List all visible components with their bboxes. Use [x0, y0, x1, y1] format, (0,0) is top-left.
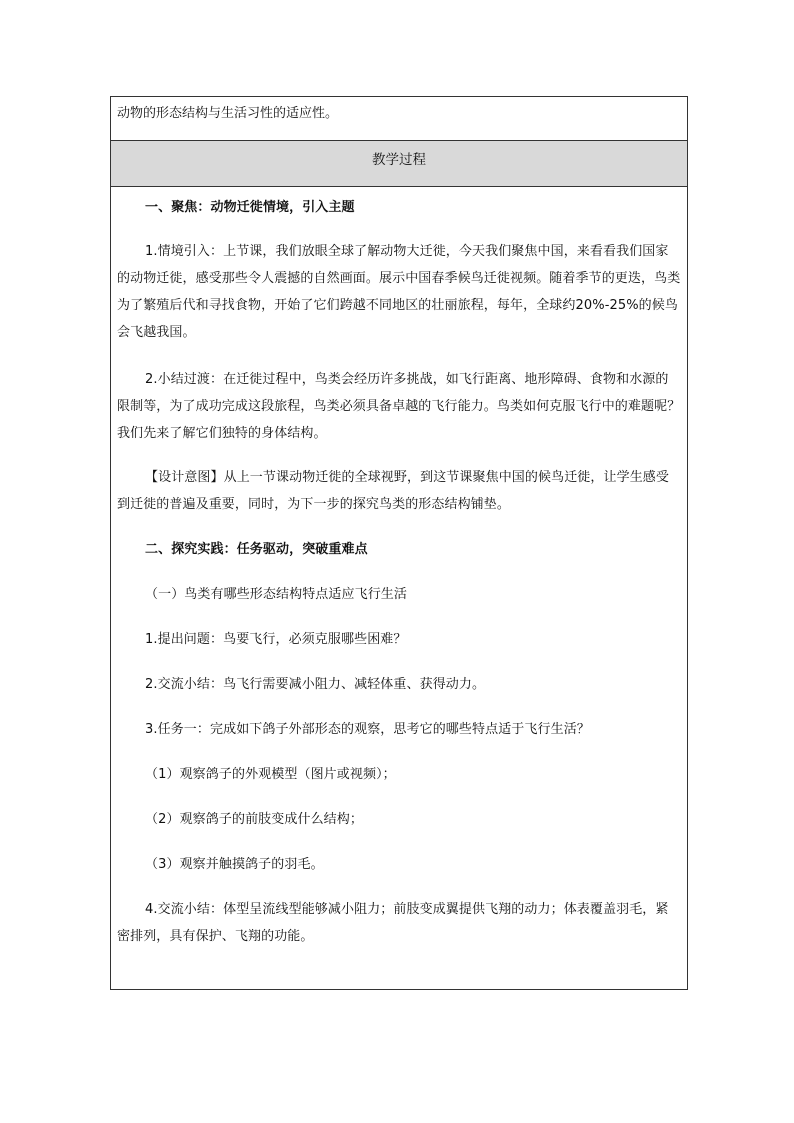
objective-text: 动物的形态结构与生活习性的适应性。: [117, 106, 339, 121]
paragraph-question: 1.提出问题：鸟要飞行，必须克服哪些困难？: [145, 632, 407, 647]
paragraph-situation-intro: 1.情境引入：上节课，我们放眼全球了解动物大迁徙，今天我们聚焦中国，来看看我们国家的动物迁徙，感受那些令人震撼的自然画面。展示中国春季候鸟迁徙视频。随着季节的更迭，鸟类为了繁殖后代和寻找食物，开始了它们跨越不同地区的壮丽旅程，每年，全球约20%-25%的候鸟会飞越我国。: [117, 244, 681, 340]
paragraph-task-one: 3.任务一：完成如下鸽子外部形态的观察，思考它的哪些特点适于飞行生活？: [145, 722, 590, 737]
paragraph-transition: 2.小结过渡：在迁徙过程中，鸟类会经历许多挑战，如飞行距离、地形障碍、食物和水源的限制等，为了成功完成这段旅程，鸟类必须具备卓越的飞行能力。鸟类如何克服飞行中的难题呢？我们先来了解它们独特的身体结构。: [117, 372, 681, 441]
subsection1-title: （一）鸟类有哪些形态结构特点适应飞行生活: [145, 587, 408, 602]
observation-item-1: （1）观察鸽子的外观模型（图片或视频）；: [145, 767, 396, 782]
teaching-process-cell: [111, 194, 687, 989]
paragraph-design-intent: 【设计意图】从上一节课动物迁徙的全球视野，到这节课聚焦中国的候鸟迁徙，让学生感受到迁徙的普遍及重要，同时，为下一步的探究鸟类的形态结构铺垫。: [117, 470, 670, 512]
section1-title: 一、聚焦：动物迁徙情境，引入主题: [145, 200, 355, 215]
section-header-cell: [111, 141, 687, 187]
paragraph-summary: 2.交流小结：鸟飞行需要减小阻力、减轻体重、获得动力。: [145, 677, 486, 692]
lesson-table: [110, 96, 688, 990]
objective-cell: [111, 97, 687, 141]
section-header-title: 教学过程: [372, 152, 426, 168]
section2-title: 二、探究实践：任务驱动，突破重难点: [145, 542, 368, 557]
paragraph-exchange-summary: 4.交流小结：体型呈流线型能够减小阻力；前肢变成翼提供飞翔的动力；体表覆盖羽毛，紧密排列，具有保护、飞翔的功能。: [117, 902, 669, 944]
observation-item-2: （2）观察鸽子的前肢变成什么结构；: [145, 812, 363, 827]
observation-item-3: （3）观察并触摸鸽子的羽毛。: [145, 857, 324, 872]
